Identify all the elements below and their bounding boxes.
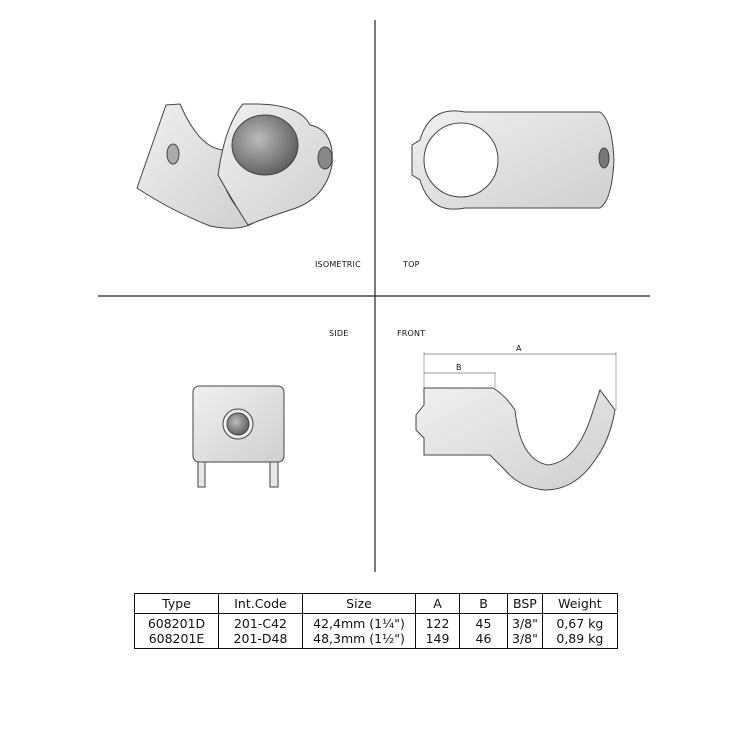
dimension-a-label: A <box>516 344 522 353</box>
dimension-b-label: B <box>456 363 462 372</box>
col-b: B <box>460 594 508 614</box>
col-a: A <box>416 594 460 614</box>
cell-size: 48,3mm (1½") <box>303 631 416 649</box>
isometric-view-drawing <box>137 104 332 228</box>
cell-b: 46 <box>460 631 508 649</box>
cell-bsp: 3/8" <box>508 631 543 649</box>
cell-a: 149 <box>416 631 460 649</box>
cell-int-code: 201-D48 <box>219 631 303 649</box>
front-label: FRONT <box>397 329 426 338</box>
cell-int-code: 201-C42 <box>219 614 303 632</box>
cell-a: 122 <box>416 614 460 632</box>
side-label: SIDE <box>329 329 349 338</box>
cell-size: 42,4mm (1¼") <box>303 614 416 632</box>
table-row <box>135 614 618 632</box>
front-view-drawing <box>416 352 616 490</box>
table-row <box>135 631 618 649</box>
col-int-code: Int.Code <box>219 594 303 614</box>
cell-type: 608201E <box>135 631 219 649</box>
col-bsp: BSP <box>508 594 543 614</box>
col-type: Type <box>135 594 219 614</box>
cell-type: 608201D <box>135 614 219 632</box>
side-view-drawing <box>193 386 284 487</box>
cell-bsp: 3/8" <box>508 614 543 632</box>
spec-table <box>134 593 618 649</box>
top-view-drawing <box>412 111 614 209</box>
cell-weight: 0,89 kg <box>542 631 617 649</box>
table-header-row <box>135 594 618 614</box>
col-size: Size <box>303 594 416 614</box>
cell-b: 45 <box>460 614 508 632</box>
isometric-label: ISOMETRIC <box>315 260 361 269</box>
col-weight: Weight <box>542 594 617 614</box>
cell-weight: 0,67 kg <box>542 614 617 632</box>
top-label: TOP <box>403 260 420 269</box>
